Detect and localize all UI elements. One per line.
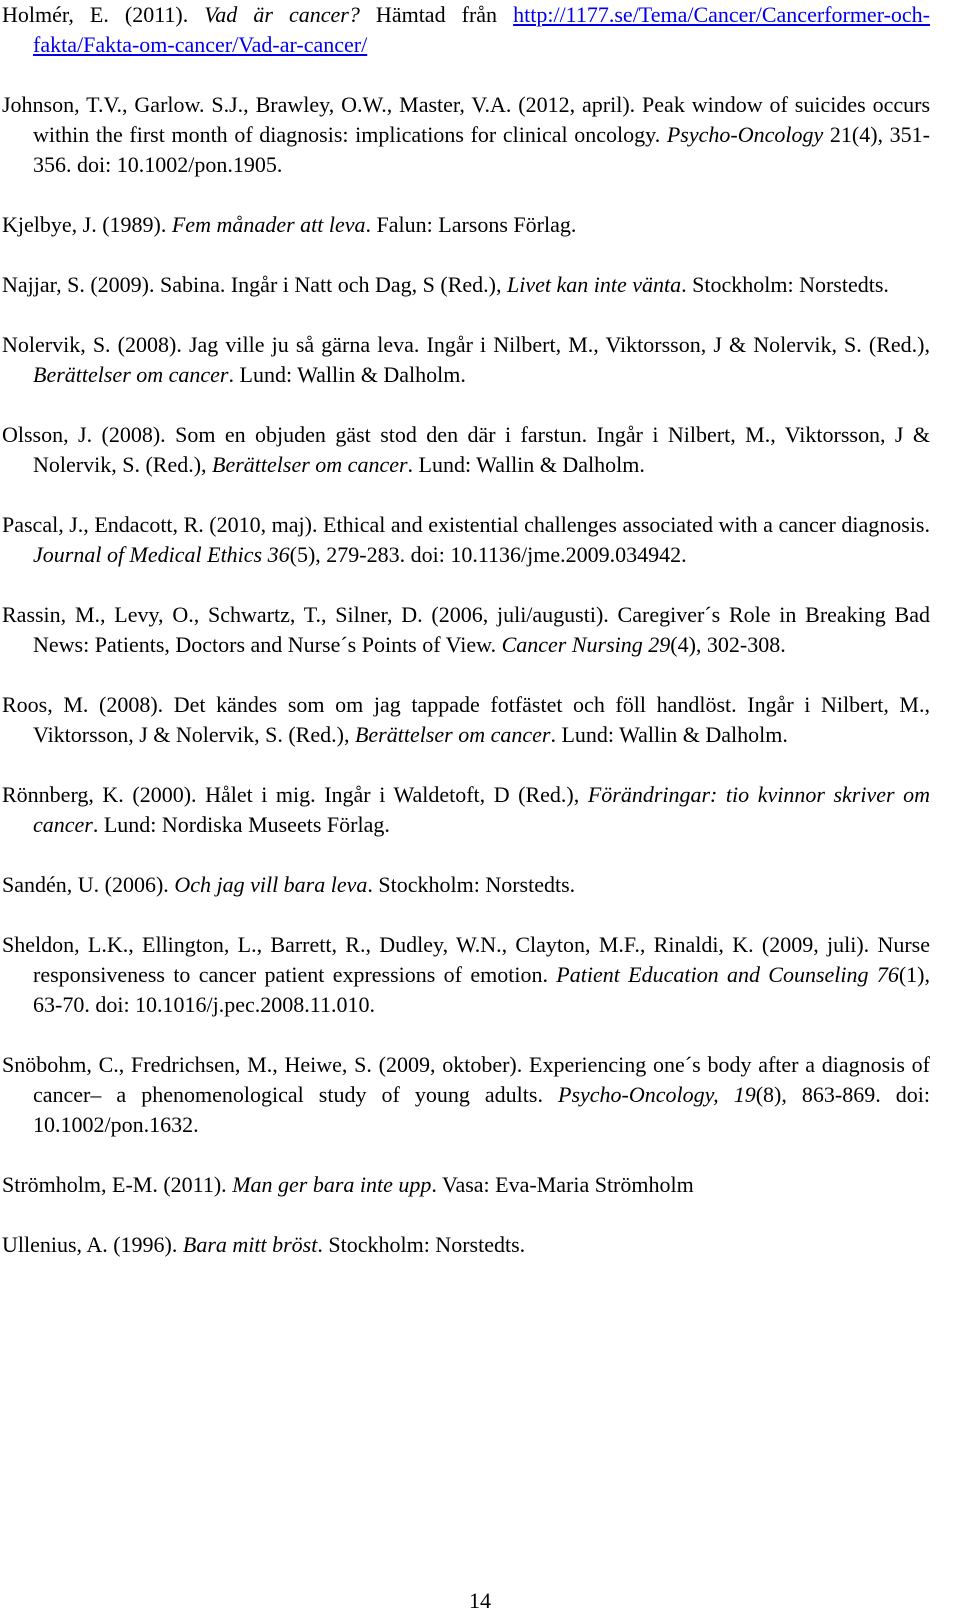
reference-text: Strömholm, E-M. (2011). <box>2 1172 233 1197</box>
reference-text: (5), 279-283. doi: 10.1136/jme.2009.034942. <box>289 542 687 567</box>
reference-text: . Stockholm: Norstedts. <box>367 872 576 897</box>
reference-entry <box>2 780 930 840</box>
reference-text: . Lund: Nordiska Museets Förlag. <box>92 812 390 837</box>
reference-text: (8), 863-869. doi: 10.1002/pon.1632. <box>33 1082 931 1137</box>
reference-entry <box>2 930 930 1020</box>
reference-text: . Lund: Wallin & Dalholm. <box>407 452 645 477</box>
reference-title-italic: Man ger bara inte upp <box>232 1172 432 1197</box>
reference-text: . Vasa: Eva-Maria Strömholm <box>431 1172 694 1197</box>
reference-text: Kjelbye, J. (1989). <box>2 212 172 237</box>
reference-entry <box>2 1230 930 1260</box>
reference-entry <box>2 330 930 390</box>
reference-entry <box>2 1050 930 1140</box>
reference-entry <box>2 0 930 60</box>
page-number: 14 <box>469 1588 491 1613</box>
reference-text: . Falun: Larsons Förlag. <box>365 212 577 237</box>
reference-text: (4), 302-308. <box>670 632 786 657</box>
reference-title-italic: Bara mitt bröst <box>182 1232 318 1257</box>
reference-text: . Stockholm: Norstedts. <box>681 272 889 297</box>
reference-title-italic: Berättelser om cancer <box>212 452 408 477</box>
reference-entry <box>2 1170 930 1200</box>
reference-entry <box>2 690 930 750</box>
reference-text: Pascal, J., Endacott, R. (2010, maj). Ethical and existential challenges associated with a cancer diagnosis. <box>2 512 930 537</box>
reference-text: Rönnberg, K. (2000). Hålet i mig. Ingår i Waldetoft, D (Red.), <box>2 782 588 807</box>
reference-title-italic: Journal of Medical Ethics 36 <box>33 542 290 567</box>
reference-title-italic: Förändringar: tio kvinnor skriver om cancer <box>33 782 931 837</box>
reference-text: Hämtad från <box>359 2 514 27</box>
reference-text: Olsson, J. (2008). Som en objuden gäst stod den där i farstun. Ingår i Nilbert, M., Viktorsson, J & Nolervik, S. (Red.), <box>2 422 930 477</box>
reference-title-italic: Vad är cancer? <box>204 2 360 27</box>
reference-url-link[interactable]: http://1177.se/Tema/Cancer/Cancerformer-och-fakta/Fakta-om-cancer/Vad-ar-cancer/ <box>33 2 930 57</box>
reference-entry <box>2 270 930 300</box>
reference-text: Sheldon, L.K., Ellington, L., Barrett, R., Dudley, W.N., Clayton, M.F., Rinaldi, K. (2009, juli). Nurse responsiveness to cancer patient expressions of emotion. <box>2 932 930 987</box>
reference-title-italic: Psycho-Oncology <box>666 122 824 147</box>
reference-list <box>2 0 930 1290</box>
reference-text: Ullenius, A. (1996). <box>2 1232 183 1257</box>
reference-text: Snöbohm, C., Fredrichsen, M., Heiwe, S. (2009, oktober). Experiencing one´s body after a diagnosis of cancer– a phenomenological study of young adults. <box>2 1052 930 1107</box>
reference-entry <box>2 510 930 570</box>
reference-title-italic: Berättelser om cancer <box>354 722 551 747</box>
reference-text: . Lund: Wallin & Dalholm. <box>228 362 466 387</box>
reference-entry <box>2 90 930 180</box>
reference-text: Rassin, M., Levy, O., Schwartz, T., Silner, D. (2006, juli/augusti). Caregiver´s Role in Breaking Bad News: Patients, Doctors and Nurse´s Points of View. <box>2 602 930 657</box>
reference-text: . Stockholm: Norstedts. <box>317 1232 526 1257</box>
reference-title-italic: Cancer Nursing 29 <box>501 632 671 657</box>
reference-title-italic: Patient Education and Counseling 76 <box>556 962 899 987</box>
reference-title-italic: Berättelser om cancer <box>33 362 229 387</box>
reference-text: (1), 63-70. doi: 10.1016/j.pec.2008.11.010. <box>33 962 930 1017</box>
reference-text: Roos, M. (2008). Det kändes som om jag tappade fotfästet och föll handlöst. Ingår i Nilbert, M., Viktorsson, J & Nolervik, S. (Red.), <box>2 692 930 747</box>
reference-entry <box>2 420 930 480</box>
reference-title-italic: Och jag vill bara leva <box>174 872 368 897</box>
reference-title-italic: Psycho-Oncology, 19 <box>558 1082 756 1107</box>
reference-text: Nolervik, S. (2008). Jag ville ju så gärna leva. Ingår i Nilbert, M., Viktorsson, J & Nolervik, S. (Red.), <box>2 332 930 357</box>
reference-text: 21(4), 351-356. doi: 10.1002/pon.1905. <box>33 122 930 177</box>
reference-title-italic: Livet kan inte vänta <box>507 272 682 297</box>
reference-entry <box>2 600 930 660</box>
reference-text: Holmér, E. (2011). <box>2 2 205 27</box>
reference-text: Sandén, U. (2006). <box>2 872 175 897</box>
reference-title-italic: Fem månader att leva <box>171 212 366 237</box>
reference-text: Johnson, T.V., Garlow. S.J., Brawley, O.W., Master, V.A. (2012, april). Peak window of suicides occurs within the first month of diagnosis: implications for clinical oncology. <box>2 92 930 147</box>
reference-entry <box>2 870 930 900</box>
reference-entry <box>2 210 930 240</box>
reference-text: Najjar, S. (2009). Sabina. Ingår i Natt och Dag, S (Red.), <box>2 272 508 297</box>
reference-text: . Lund: Wallin & Dalholm. <box>550 722 788 747</box>
